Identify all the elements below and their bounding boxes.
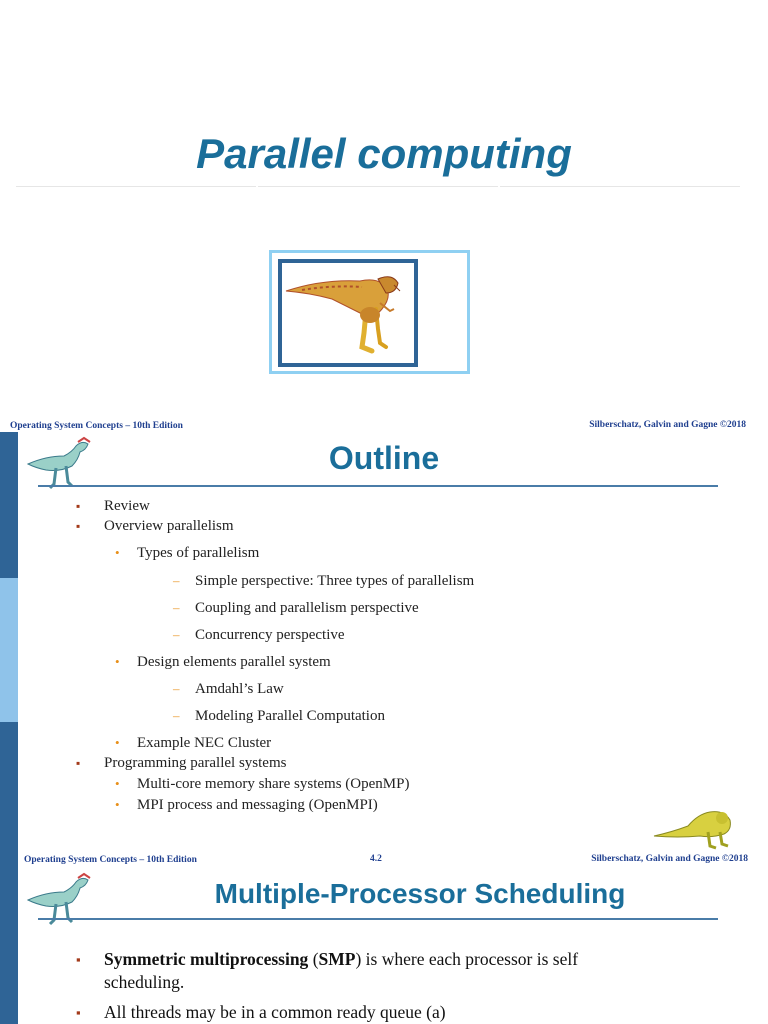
dinosaur-logo-box: [278, 259, 418, 367]
page-number: 4.2: [370, 854, 382, 864]
title-rule: [38, 918, 718, 920]
slide-title: Parallel computing: [196, 130, 572, 177]
list-item: ▪ All threads may be in a common ready queue (a): [76, 1002, 446, 1022]
list-item: ▪ Review: [76, 498, 150, 514]
list-item: – Concurrency perspective: [173, 627, 345, 643]
title-rule-right: [500, 186, 740, 187]
list-item: • Example NEC Cluster: [115, 735, 272, 751]
sidebar-band-dark-lower: [0, 722, 18, 866]
header-authors: Silberschatz, Galvin and Gagne ©2018: [589, 420, 746, 430]
list-item: ▪ Programming parallel systems: [76, 755, 287, 771]
list-item-continuation: scheduling.: [104, 972, 185, 992]
list-item: – Coupling and parallelism perspective: [173, 600, 419, 616]
title-rule-left: [16, 186, 256, 187]
footer-edition: Operating System Concepts – 10th Edition: [24, 855, 197, 865]
list-item: ▪ Overview parallelism: [76, 518, 234, 534]
list-item: – Simple perspective: Three types of parallelism: [173, 573, 475, 589]
list-item: – Amdahl’s Law: [173, 681, 284, 697]
dinosaur-logo-frame: [269, 250, 470, 374]
title-rule: [38, 485, 718, 487]
scheduling-slide: [0, 866, 768, 1024]
slide-title: Multiple-Processor Scheduling: [214, 878, 626, 909]
slide-title: Outline: [328, 440, 440, 476]
dinosaur-icon: [282, 263, 414, 363]
list-item: • Types of parallelism: [115, 545, 260, 561]
list-item: • Design elements parallel system: [115, 654, 331, 670]
footer-authors: Silberschatz, Galvin and Gagne ©2018: [591, 854, 748, 864]
list-item: – Modeling Parallel Computation: [173, 708, 385, 724]
list-item: ▪ Symmetric multiprocessing (SMP) is where each processor is self: [76, 949, 579, 969]
sidebar-band-light: [0, 578, 18, 722]
outline-slide: [0, 418, 768, 866]
header-edition: Operating System Concepts – 10th Edition: [10, 421, 183, 431]
dinosaur-icon: [652, 802, 738, 852]
title-slide: [0, 0, 768, 418]
title-rule-middle: [258, 186, 498, 187]
list-item: • MPI process and messaging (OpenMPI): [115, 797, 378, 813]
list-item: • Multi-core memory share systems (OpenMP): [115, 776, 410, 792]
